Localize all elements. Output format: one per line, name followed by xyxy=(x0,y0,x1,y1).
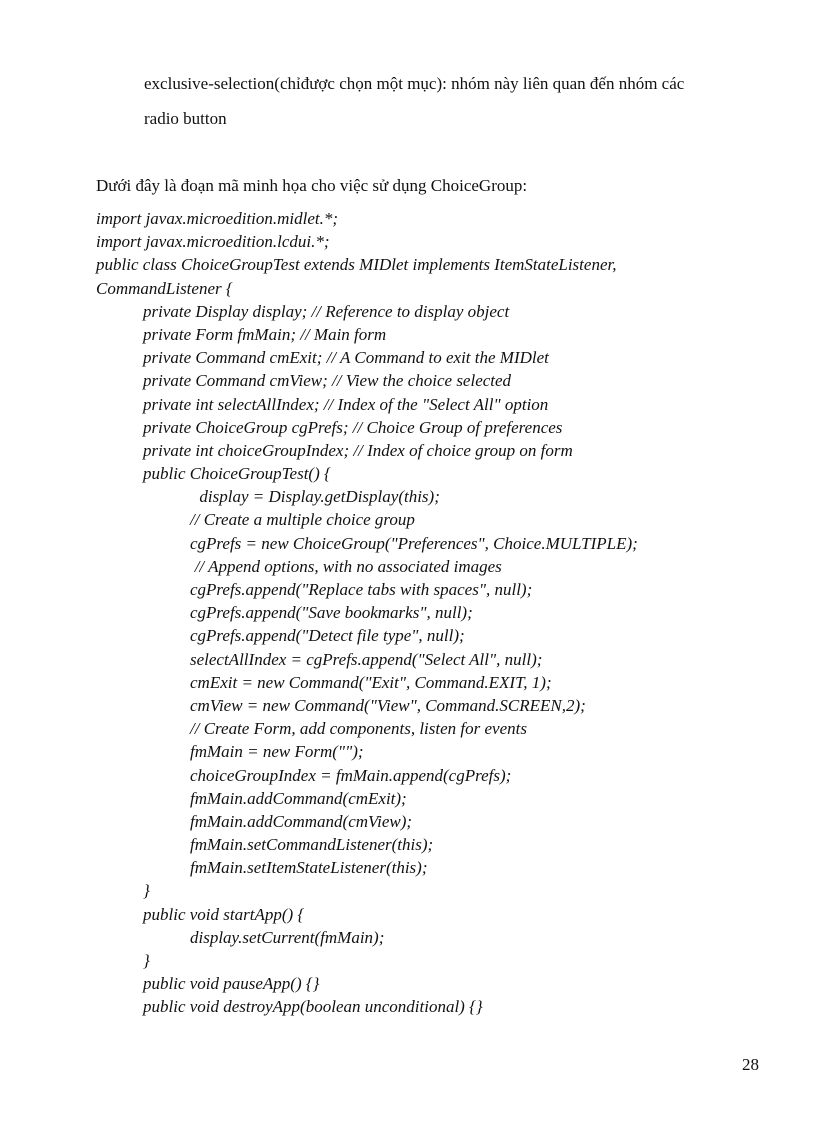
code-line: choiceGroupIndex = fmMain.append(cgPrefs); xyxy=(190,765,512,785)
code-line: fmMain = new Form(""); xyxy=(190,742,364,762)
code-line: cgPrefs = new ChoiceGroup("Preferences", Choice.MULTIPLE); xyxy=(190,533,638,553)
code-line: public void destroyApp(boolean unconditional) {} xyxy=(143,997,483,1017)
code-line: selectAllIndex = cgPrefs.append("Select All", null); xyxy=(190,649,543,669)
code-line: display.setCurrent(fmMain); xyxy=(190,927,385,947)
code-line: // Create Form, add components, listen for events xyxy=(190,719,527,739)
code-line: fmMain.setItemStateListener(this); xyxy=(190,858,428,878)
code-line: private int selectAllIndex; // Index of the "Select All" option xyxy=(143,394,549,414)
code-line: public void pauseApp() {} xyxy=(143,974,320,994)
code-line: private Command cmView; // View the choice selected xyxy=(143,371,512,391)
code-line: // Create a multiple choice group xyxy=(190,510,415,530)
code-line: cgPrefs.append("Detect file type", null); xyxy=(190,626,465,646)
code-line: public ChoiceGroupTest() { xyxy=(143,464,331,484)
code-block xyxy=(96,207,796,1019)
code-line: public void startApp() { xyxy=(143,904,305,924)
code-line: display = Display.getDisplay(this); xyxy=(199,487,440,507)
code-line: fmMain.addCommand(cmView); xyxy=(190,811,413,831)
code-line: private Form fmMain; // Main form xyxy=(143,324,387,344)
code-line: private Command cmExit; // A Command to exit the MIDlet xyxy=(143,348,549,368)
code-line: } xyxy=(143,951,150,970)
code-line: private ChoiceGroup cgPrefs; // Choice Group of preferences xyxy=(143,417,563,437)
code-line: cgPrefs.append("Replace tabs with spaces", null); xyxy=(190,580,533,599)
code-line: import javax.microedition.midlet.*; xyxy=(96,209,339,228)
code-line: } xyxy=(143,881,150,901)
code-line: private int choiceGroupIndex; // Index of choice group on form xyxy=(143,440,573,460)
code-line: // Append options, with no associated images xyxy=(194,556,502,576)
page-number: 28 xyxy=(742,1055,759,1074)
intro-line-1: exclusive-selection(chỉđược chọn một mục): nhóm này liên quan đến nhóm các xyxy=(144,74,685,93)
code-line: import javax.microedition.lcdui.*; xyxy=(96,232,330,252)
code-line: fmMain.addCommand(cmExit); xyxy=(190,788,407,808)
code-line: public class ChoiceGroupTest extends MIDlet implements ItemStateListener, xyxy=(96,255,617,275)
lead-in-paragraph: Dưới đây là đoạn mã minh họa cho việc sử dụng ChoiceGroup: xyxy=(96,176,528,195)
intro-line-2: radio button xyxy=(144,109,227,128)
code-line: CommandListener { xyxy=(96,278,233,298)
code-line: cmExit = new Command("Exit", Command.EXIT, 1); xyxy=(190,672,552,692)
code-line: cgPrefs.append("Save bookmarks", null); xyxy=(190,603,473,623)
code-line: fmMain.setCommandListener(this); xyxy=(190,835,434,855)
code-line: private Display display; // Reference to display object xyxy=(143,301,510,321)
code-line: cmView = new Command("View", Command.SCREEN,2); xyxy=(190,695,586,715)
